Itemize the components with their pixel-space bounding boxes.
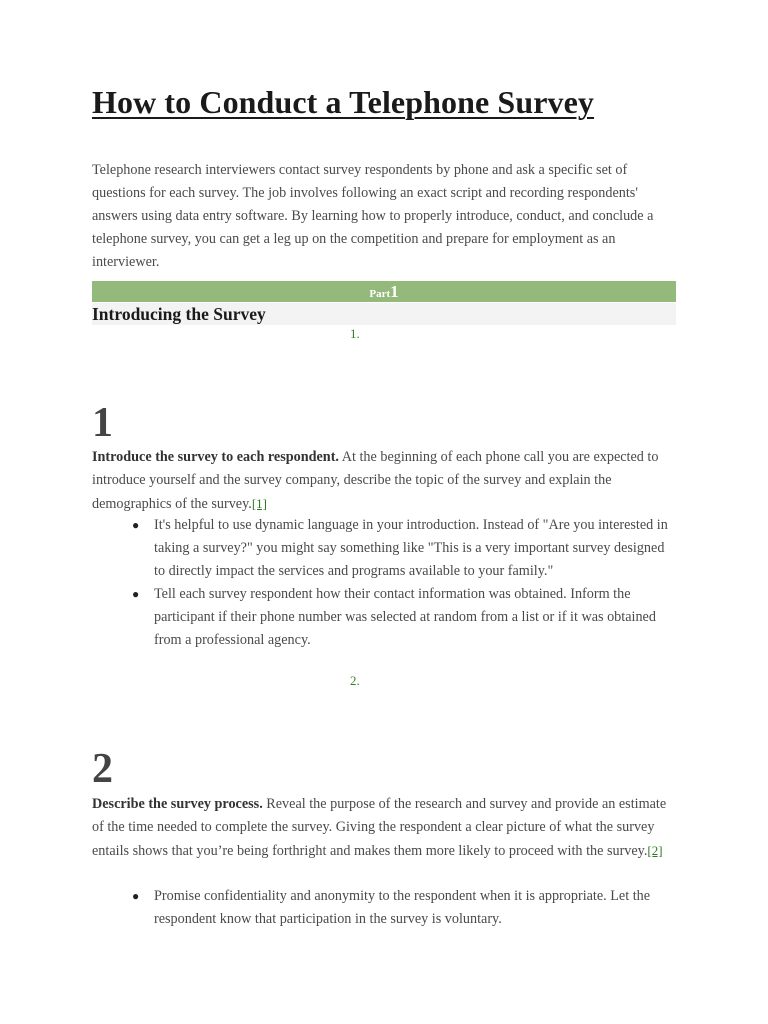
part-label: Part (369, 288, 391, 300)
tip-item (132, 514, 678, 583)
bullet-icon: ● (132, 587, 140, 601)
part-header-bar (92, 281, 676, 302)
step-tips-list (132, 885, 678, 931)
tip-item (132, 583, 678, 652)
step-text: Reveal the purpose of the research and survey and provide an estimate of the time needed to complete the survey. Giving the respondent a clear picture of what the survey entails shows that you’re being forthright and makes them more likely to proceed with the survey. (92, 796, 667, 859)
part-title: Introducing the Survey (92, 304, 266, 324)
article-title: How to Conduct a Telephone Survey (92, 84, 595, 120)
part-number: 1 (390, 282, 399, 301)
step-marker: 1. (350, 326, 360, 341)
tip-text: Promise confidentiality and anonymity to the respondent when it is appropriate. Let the respondent know that participation in the survey is voluntary. (154, 888, 651, 927)
bullet-icon: ● (132, 889, 140, 903)
step-body (92, 793, 676, 863)
step-tips-list (132, 514, 678, 652)
tip-text: Tell each survey respondent how their contact information was obtained. Inform the participant if their phone number was selected at random from a list or if it was obtained from a professional agency. (154, 586, 656, 648)
step-heading: Introduce the survey to each respondent. (92, 449, 339, 465)
article-intro: Telephone research interviewers contact survey respondents by phone and ask a specific set of questions for each survey. The job involves following an exact script and recording respondents' answers using data entry software. By learning how to properly introduce, conduct, and conclude a telephone survey, you can get a leg up on the competition and prepare for employment as an interviewer. (92, 162, 654, 270)
step-number: 2 (92, 746, 113, 792)
step-marker: 2. (350, 673, 360, 688)
step-body (92, 446, 676, 516)
reference-link[interactable]: [1] (251, 496, 267, 511)
bullet-icon: ● (132, 518, 140, 532)
tip-item (132, 885, 678, 931)
step-number: 1 (92, 400, 113, 446)
step-heading: Describe the survey process. (92, 796, 263, 812)
step-text: At the beginning of each phone call you are expected to introduce yourself and the survey company, describe the topic of the survey and explain the demographics of the survey. (92, 449, 659, 512)
tip-text: It's helpful to use dynamic language in your introduction. Instead of "Are you interested in taking a survey?" you might say something like "This is a very important survey designed to directly impact the services and programs available to your family." (154, 517, 668, 579)
reference-link[interactable]: [2] (647, 843, 663, 858)
